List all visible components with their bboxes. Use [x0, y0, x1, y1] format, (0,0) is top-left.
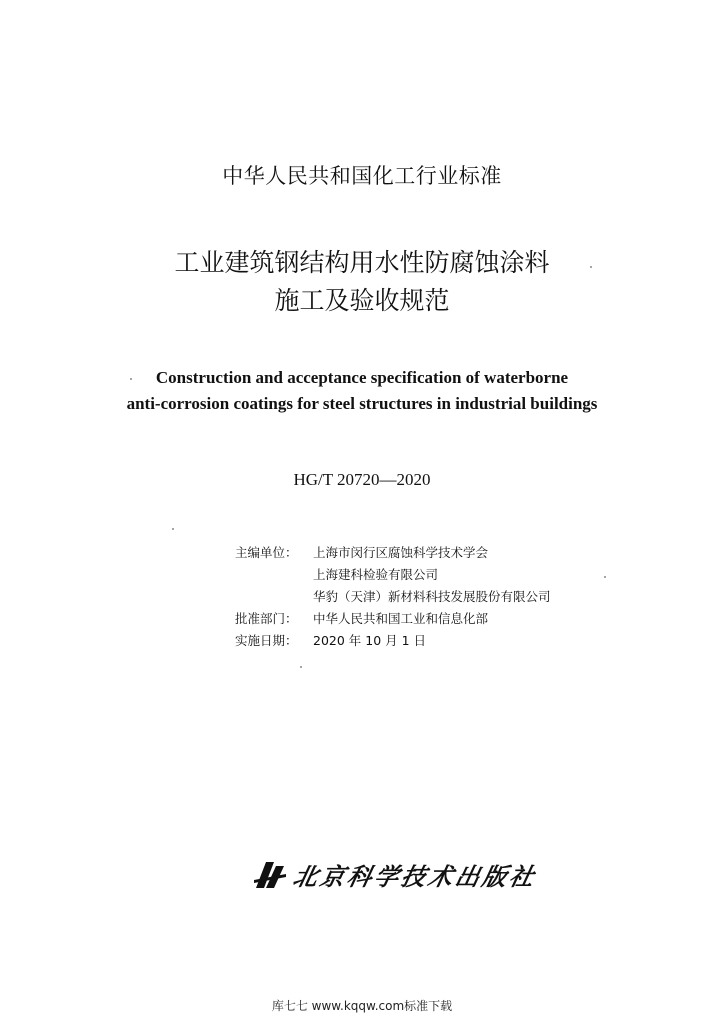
publisher-name: 北京科学技术出版社	[290, 861, 540, 891]
date-label: 实施日期：	[235, 633, 298, 648]
title-chinese-line-2: 施工及验收规范	[274, 286, 450, 315]
info-block	[235, 542, 551, 652]
editor-unit-1: 上海市闵行区腐蚀科学技术学会	[313, 545, 489, 560]
date-value: 2020 年 10 月 1 日	[313, 633, 427, 648]
title-chinese-line-1: 工业建筑钢结构用水性防腐蚀涂料	[174, 248, 550, 277]
date-row	[235, 630, 551, 652]
scan-speck	[300, 666, 302, 668]
footer-watermark: 库七七 www.kqqw.com标准下载	[271, 999, 453, 1013]
editor-row-3	[235, 586, 551, 608]
title-english-line-1: Construction and acceptance specification of waterborne	[155, 368, 569, 387]
scan-speck	[604, 576, 606, 578]
series-title: 中华人民共和国化工行业标准	[222, 164, 502, 188]
scan-speck	[590, 266, 592, 268]
title-english-line-2: anti-corrosion coatings for steel structures in industrial buildings	[126, 394, 598, 413]
publisher	[252, 856, 540, 892]
editor-unit-3: 华豹（天津）新材料科技发展股份有限公司	[313, 589, 551, 604]
title-english	[0, 365, 724, 417]
info-label-spacer	[235, 586, 313, 608]
approver-label: 批准部门：	[235, 611, 298, 626]
scan-speck	[172, 528, 174, 530]
editor-row	[235, 542, 551, 564]
scan-speck	[130, 378, 132, 380]
approver-value: 中华人民共和国工业和信息化部	[313, 611, 489, 626]
editor-label: 主编单位：	[235, 545, 298, 560]
editor-row-2	[235, 564, 551, 586]
publisher-logo-icon	[252, 856, 288, 892]
info-label-spacer	[235, 564, 313, 586]
editor-unit-2: 上海建科检验有限公司	[313, 567, 439, 582]
standard-number: HG/T 20720—2020	[293, 470, 431, 489]
approver-row	[235, 608, 551, 630]
title-chinese	[0, 244, 724, 320]
